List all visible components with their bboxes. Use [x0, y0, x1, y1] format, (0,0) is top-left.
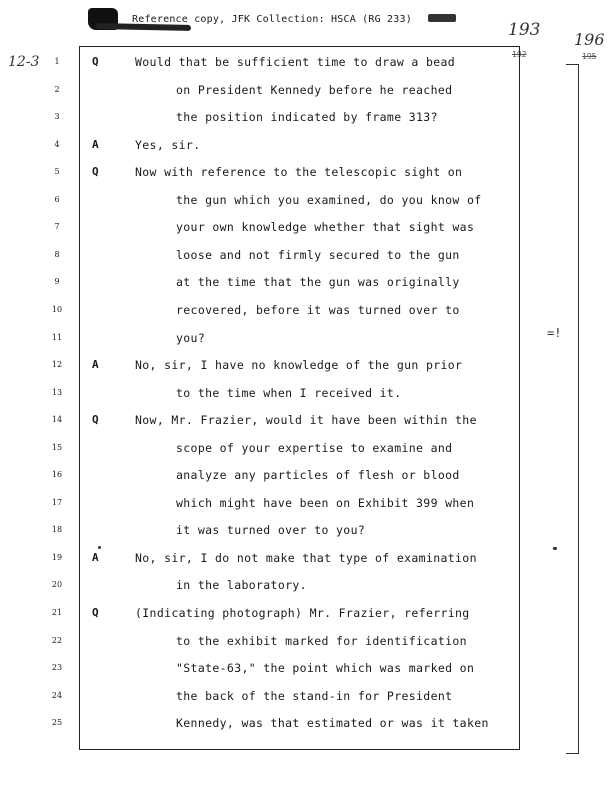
line-number: 4 [54, 139, 60, 149]
line-text: to the exhibit marked for identification [176, 633, 467, 648]
line-number: 15 [51, 442, 63, 452]
line-number: 17 [51, 497, 63, 507]
line-text: Would that be sufficient time to draw a bead [135, 55, 456, 69]
line-text: scope of your expertise to examine and [176, 440, 453, 455]
struck-page-number-right: 195 [582, 52, 597, 61]
line-number: 22 [51, 635, 63, 645]
speaker-label: A [92, 358, 99, 372]
line-text: the back of the stand-in for President [176, 688, 453, 703]
line-number: 10 [51, 304, 63, 314]
speaker-label: Q [92, 413, 99, 427]
line-number: 25 [51, 718, 63, 728]
line-number: 8 [54, 249, 60, 259]
speaker-label: A [92, 137, 99, 151]
line-text: "State-63," the point which was marked on [176, 661, 475, 676]
margin-mark: =! [547, 326, 562, 340]
line-text: Kennedy, was that estimated or was it taken [176, 716, 489, 731]
line-text: loose and not firmly secured to the gun [176, 247, 460, 262]
transcript-line [0, 104, 612, 130]
line-number: 1 [54, 57, 60, 66]
line-text: your own knowledge whether that sight was [176, 220, 475, 235]
transcript-line [0, 325, 612, 351]
transcript-line [0, 628, 612, 654]
transcript-line [0, 462, 612, 488]
transcript-line [0, 545, 612, 571]
handwritten-page-number-right: 196 [574, 30, 605, 49]
line-text: the position indicated by frame 313? [176, 110, 438, 125]
line-text: No, sir, I have no knowledge of the gun prior [135, 358, 463, 373]
line-text: the gun which you examined, do you know of [176, 192, 482, 207]
transcript-line [0, 435, 612, 461]
line-text: Yes, sir. [135, 137, 201, 152]
line-number: 21 [51, 608, 63, 617]
line-text: analyze any particles of flesh or blood [176, 468, 460, 483]
speaker-label: Q [92, 165, 99, 179]
transcript-line [0, 407, 612, 433]
line-text: at the time that the gun was originally [176, 275, 460, 290]
line-number: 12 [51, 360, 63, 370]
transcript-line [0, 380, 612, 406]
transcript-line [0, 490, 612, 516]
transcript-line [0, 683, 612, 709]
transcript-line [0, 572, 612, 598]
line-number: 24 [51, 690, 63, 700]
struck-page-number: 192 [512, 50, 527, 59]
line-number: 19 [51, 552, 63, 562]
line-number: 16 [51, 470, 63, 480]
line-number: 11 [51, 332, 63, 342]
transcript-line [0, 49, 612, 75]
line-text: Now, Mr. Frazier, would it have been within the [135, 413, 477, 428]
line-number: 3 [54, 112, 60, 122]
line-text: in the laboratory. [176, 578, 307, 593]
handwritten-page-number: 193 [508, 20, 541, 40]
line-text: which might have been on Exhibit 399 when [176, 495, 475, 510]
line-number: 2 [54, 84, 60, 94]
line-number: 20 [51, 580, 63, 590]
transcript-line [0, 269, 612, 295]
handwritten-margin-note: 12-3 [8, 54, 40, 70]
line-number: 6 [54, 194, 60, 204]
speaker-label: Q [92, 55, 99, 68]
transcript-line [0, 297, 612, 323]
transcript-line [0, 159, 612, 185]
page-header: Reference copy, JFK Collection: HSCA (RG 233) [132, 14, 412, 25]
transcript-line [0, 132, 612, 158]
line-number: 7 [54, 222, 60, 232]
transcript-line [0, 655, 612, 681]
transcript-line [0, 214, 612, 240]
line-number: 18 [51, 525, 63, 535]
stamp-mark [428, 14, 456, 22]
line-text: recovered, before it was turned over to [176, 302, 460, 317]
transcript-line [0, 517, 612, 543]
transcript-line [0, 352, 612, 378]
line-text: on President Kennedy before he reached [176, 82, 453, 97]
transcript-line [0, 187, 612, 213]
line-text: Now with reference to the telescopic sight on [135, 165, 463, 180]
line-number: 13 [51, 387, 63, 397]
transcript-line [0, 600, 612, 626]
line-number: 23 [51, 663, 63, 673]
line-text: you? [176, 330, 206, 345]
line-text: (Indicating photograph) Mr. Frazier, referring [135, 606, 470, 620]
speaker-label: A [92, 550, 99, 564]
transcript-line [0, 710, 612, 736]
speaker-label: Q [92, 606, 99, 619]
line-number: 9 [54, 277, 60, 287]
transcript-line [0, 77, 612, 103]
line-number: 5 [54, 167, 60, 177]
line-number: 14 [51, 415, 63, 425]
line-text: No, sir, I do not make that type of examination [135, 550, 477, 565]
line-text: it was turned over to you? [176, 523, 366, 538]
line-text: to the time when I received it. [176, 385, 402, 400]
transcript-line [0, 242, 612, 268]
